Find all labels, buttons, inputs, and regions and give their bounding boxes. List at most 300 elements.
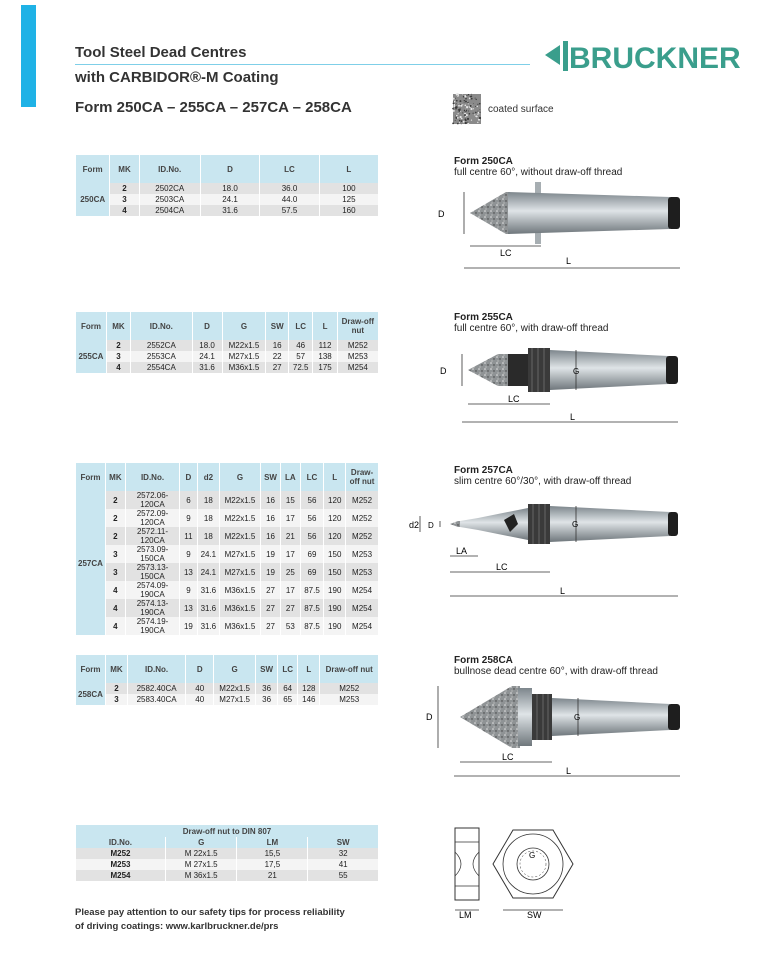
table-cell: 2 (105, 683, 127, 694)
table-cell: 40 (186, 683, 214, 694)
col-header: ID.No. (131, 312, 193, 340)
table-cell: M36x1.5 (220, 581, 261, 599)
table-cell: 27 (260, 617, 280, 635)
table-cell: M 22x1.5 (165, 848, 237, 859)
table-cell: M22x1.5 (220, 527, 261, 545)
coating-speck (479, 103, 481, 105)
coating-speck (453, 101, 454, 102)
table-cell: 16 (260, 509, 280, 527)
coating-speck (476, 116, 478, 118)
table-cell: 18 (197, 491, 219, 509)
coating-speck (460, 108, 461, 109)
coating-speck (454, 101, 456, 103)
col-header: D (186, 655, 214, 683)
coating-speck (456, 115, 458, 117)
table-cell: 3 (105, 694, 127, 705)
coating-speck (455, 107, 457, 109)
table-cell: 2583.40CA (127, 694, 185, 705)
table-row (76, 183, 379, 194)
table-row (76, 194, 379, 205)
col-header: LM (237, 837, 308, 848)
coating-speck (477, 106, 478, 107)
table-cell: 27 (281, 599, 301, 617)
coating-speck (467, 118, 469, 120)
coating-speck (479, 112, 480, 113)
coating-speck (453, 98, 455, 100)
table-cell: 2582.40CA (127, 683, 185, 694)
col-header: ID.No. (139, 155, 200, 183)
table-255ca (76, 312, 379, 373)
drawing-label-255ca: Form 255CA full centre 60°, with draw-off thread (454, 312, 609, 334)
col-header: Draw-off nut (346, 463, 379, 491)
table-row (76, 581, 379, 599)
table-cell: 22 (266, 351, 288, 362)
dim-g: G (573, 367, 580, 376)
table-row (76, 509, 379, 527)
col-header: ID.No. (76, 837, 165, 848)
table-cell: 36 (256, 683, 278, 694)
col-header: Form (76, 155, 110, 183)
coating-speck (456, 100, 458, 102)
table-row (76, 527, 379, 545)
table-cell: 24.1 (192, 351, 222, 362)
coating-speck (470, 108, 472, 110)
coating-speck (477, 122, 478, 123)
col-header: L (298, 655, 320, 683)
col-header: L (324, 463, 346, 491)
coating-speck (464, 100, 465, 101)
col-header: G (220, 463, 261, 491)
table-cell: 65 (278, 694, 298, 705)
table-cell: 4 (105, 617, 125, 635)
table-row (76, 205, 379, 216)
table-cell: 17 (281, 581, 301, 599)
table-cell: 40 (186, 694, 214, 705)
page-title: Tool Steel Dead Centres (75, 44, 247, 61)
coating-speck (460, 111, 461, 112)
table-cell: 57 (288, 351, 313, 362)
col-header: SW (256, 655, 278, 683)
table-cell: 2573.09-150CA (125, 545, 179, 563)
table-cell: 31.6 (200, 205, 259, 216)
table-cell: 3 (105, 563, 125, 581)
coating-speck (463, 121, 465, 123)
coating-speck (464, 102, 465, 103)
coating-speck (464, 114, 466, 116)
coating-speck (462, 112, 463, 113)
drawing-label-257ca: Form 257CA slim centre 60°/30°, with draw-off thread (454, 465, 632, 487)
dim-d: D (426, 712, 433, 722)
footer-line-2: of driving coatings: www.karlbruckner.de/prs (75, 921, 279, 932)
table-cell: 138 (313, 351, 337, 362)
table-cell: M252 (337, 340, 378, 351)
dim-g: G (572, 520, 579, 529)
table-row (76, 545, 379, 563)
table-cell: 18 (197, 509, 219, 527)
coating-speck (461, 124, 462, 125)
footer-line-1: Please pay attention to our safety tips for process reliability (75, 907, 345, 918)
table-cell: M252 (346, 527, 379, 545)
title-divider (75, 64, 530, 65)
col-header: G (165, 837, 237, 848)
table-cell: 175 (313, 362, 337, 373)
table-row (76, 848, 379, 859)
coating-speck (465, 101, 467, 103)
col-header: D (180, 463, 198, 491)
table-cell: 27 (260, 581, 280, 599)
table-cell: M253 (76, 859, 165, 870)
table-cell: 150 (324, 563, 346, 581)
table-row (76, 351, 379, 362)
dim-g: G (574, 713, 581, 722)
form-cell: 255CA (76, 340, 106, 373)
coating-speck (458, 110, 460, 112)
table-cell: M252 (320, 683, 379, 694)
coating-speck (478, 111, 479, 112)
coating-speck (471, 98, 473, 100)
table-cell: 19 (260, 545, 280, 563)
col-header: LA (281, 463, 301, 491)
dim-la: LA (456, 546, 468, 556)
coating-speck (454, 104, 455, 105)
table-cell: 2 (105, 491, 125, 509)
table-cell: M22x1.5 (220, 509, 261, 527)
coating-speck (456, 103, 457, 104)
table-cell: 15 (281, 491, 301, 509)
col-header: Draw-off nut (320, 655, 379, 683)
table-cell: 4 (110, 205, 139, 216)
coating-speck (463, 96, 465, 98)
table-draw-off-nut (76, 825, 379, 881)
table-cell: 2504CA (139, 205, 200, 216)
drawing-250ca (430, 180, 692, 275)
table-cell: 16 (266, 340, 288, 351)
coating-speck (468, 103, 469, 104)
coating-speck (461, 120, 463, 122)
table-cell: 13 (180, 563, 198, 581)
form-cell: 257CA (76, 491, 105, 635)
table-cell: 31.6 (197, 581, 219, 599)
table-row (76, 563, 379, 581)
coating-speck (473, 103, 474, 104)
coating-speck (473, 113, 474, 114)
dim-sw: SW (527, 910, 542, 920)
dim-d: D (440, 366, 447, 376)
col-header: LC (288, 312, 313, 340)
table-cell: 56 (300, 491, 324, 509)
coating-speck (465, 122, 467, 124)
coating-speck (452, 123, 454, 125)
table-cell: 19 (180, 617, 198, 635)
coating-speck (458, 103, 459, 104)
coating-speck (460, 116, 462, 118)
table-cell: 69 (300, 563, 324, 581)
table-cell: 32 (308, 848, 379, 859)
dim-lc: LC (508, 394, 520, 404)
table-cell: 3 (105, 545, 125, 563)
page-subtitle: with CARBIDOR®-M Coating (75, 69, 279, 86)
coating-speck (465, 98, 467, 100)
coating-speck (475, 112, 477, 114)
table-cell: M36x1.5 (222, 362, 266, 373)
table-cell: 125 (319, 194, 378, 205)
dim-lc: LC (496, 562, 508, 572)
table-cell: 36 (256, 694, 278, 705)
table-cell: 24.1 (197, 545, 219, 563)
table-cell: 21 (281, 527, 301, 545)
table-cell: 31.6 (197, 617, 219, 635)
col-header: G (222, 312, 266, 340)
coating-speck (465, 119, 467, 121)
table-row (76, 870, 379, 881)
coating-speck (471, 94, 472, 95)
coating-speck (467, 102, 468, 103)
col-header: LC (260, 155, 319, 183)
coating-speck (461, 118, 463, 120)
drawing-258ca (420, 680, 692, 780)
coating-speck (467, 123, 469, 125)
footer-note (75, 906, 345, 934)
table-row (76, 340, 379, 351)
nut-table-title: Draw-off nut to DIN 807 (76, 825, 379, 837)
table-cell: 87.5 (300, 581, 324, 599)
table-cell: 2574.19-190CA (125, 617, 179, 635)
table-cell: 46 (288, 340, 313, 351)
col-header: SW (266, 312, 288, 340)
table-cell: M27x1.5 (220, 545, 261, 563)
table-cell: 4 (106, 362, 130, 373)
coating-speck (468, 94, 469, 95)
table-cell: 55 (308, 870, 379, 881)
table-cell: M36x1.5 (220, 599, 261, 617)
col-header: D (192, 312, 222, 340)
table-cell: 2 (106, 340, 130, 351)
table-cell: 2503CA (139, 194, 200, 205)
table-cell: 27 (260, 599, 280, 617)
table-cell: M36x1.5 (220, 617, 261, 635)
coating-speck (455, 120, 456, 121)
coating-speck (468, 111, 469, 112)
coating-speck (458, 105, 460, 107)
table-cell: 24.1 (200, 194, 259, 205)
coating-speck (457, 117, 459, 119)
table-cell: 13 (180, 599, 198, 617)
table-cell: M254 (76, 870, 165, 881)
table-cell: M27x1.5 (222, 351, 266, 362)
table-cell: 11 (180, 527, 198, 545)
col-header: LC (278, 655, 298, 683)
coating-speck (465, 110, 466, 111)
table-cell: 150 (324, 545, 346, 563)
col-header: MK (105, 655, 127, 683)
coating-speck (459, 122, 460, 123)
table-cell: 2574.09-190CA (125, 581, 179, 599)
table-cell: 2573.13-150CA (125, 563, 179, 581)
coating-speck (470, 105, 472, 107)
table-cell: 112 (313, 340, 337, 351)
table-cell: 17 (281, 509, 301, 527)
table-cell: M22x1.5 (222, 340, 266, 351)
drawing-label-258ca: Form 258CA bullnose dead centre 60°, with draw-off thread (454, 655, 658, 677)
table-cell: 2552CA (131, 340, 193, 351)
table-cell: 100 (319, 183, 378, 194)
form-heading: Form 250CA – 255CA – 257CA – 258CA (75, 99, 352, 116)
col-header: Form (76, 463, 105, 491)
coating-speck (455, 98, 456, 99)
table-row (76, 617, 379, 635)
drawing-label-250ca: Form 250CA full centre 60°, without draw-off thread (454, 156, 623, 178)
table-250ca (76, 155, 379, 216)
table-cell: 25 (281, 563, 301, 581)
drawing-257ca (400, 492, 692, 602)
col-header: SW (260, 463, 280, 491)
table-cell: M254 (337, 362, 378, 373)
table-row (76, 694, 379, 705)
coating-speck (459, 120, 461, 122)
table-cell: M252 (76, 848, 165, 859)
table-cell: 31.6 (197, 599, 219, 617)
accent-bar (21, 5, 36, 107)
drawing-draw-off-nut (445, 822, 595, 922)
table-cell: 2 (105, 509, 125, 527)
table-cell: M22x1.5 (220, 491, 261, 509)
coating-speck (477, 104, 478, 105)
coating-speck (469, 113, 471, 115)
coating-speck (458, 113, 459, 114)
col-header: D (200, 155, 259, 183)
dim-lm: LM (459, 910, 472, 920)
table-cell: 128 (298, 683, 320, 694)
bruckner-logo (543, 34, 741, 76)
table-row (76, 683, 379, 694)
coating-speck (474, 114, 475, 115)
dim-lc: LC (500, 248, 512, 258)
col-header: L (319, 155, 378, 183)
col-header: MK (106, 312, 130, 340)
table-cell: M254 (346, 617, 379, 635)
coating-speck (464, 95, 466, 97)
table-cell: 56 (300, 527, 324, 545)
table-cell: 6 (180, 491, 198, 509)
table-cell: M27x1.5 (220, 563, 261, 581)
table-cell: M253 (346, 563, 379, 581)
table-cell: 190 (324, 599, 346, 617)
table-cell: 15,5 (237, 848, 308, 859)
coating-speck (479, 117, 481, 119)
dim-l: L (566, 256, 572, 266)
dim-g: G (529, 851, 536, 860)
col-header: LC (300, 463, 324, 491)
table-cell: 160 (319, 205, 378, 216)
table-cell: 64 (278, 683, 298, 694)
col-header: ID.No. (125, 463, 179, 491)
col-header: G (214, 655, 256, 683)
table-cell: 19 (260, 563, 280, 581)
coating-speck (476, 99, 477, 100)
table-cell: 57.5 (260, 205, 319, 216)
coating-speck (452, 108, 454, 110)
col-header: Form (76, 312, 106, 340)
table-cell: 69 (300, 545, 324, 563)
coating-speck (453, 102, 455, 104)
table-cell: 4 (105, 599, 125, 617)
coating-speck (453, 110, 455, 112)
table-cell: 190 (324, 617, 346, 635)
col-header: L (313, 312, 337, 340)
table-cell: M252 (346, 491, 379, 509)
coating-speck (470, 97, 471, 98)
coating-speck (475, 98, 476, 99)
col-header: ID.No. (127, 655, 185, 683)
table-row (76, 859, 379, 870)
coating-speck (471, 120, 472, 121)
table-cell: 72.5 (288, 362, 313, 373)
table-cell: 120 (324, 509, 346, 527)
table-cell: 17 (281, 545, 301, 563)
table-258ca (76, 655, 379, 705)
table-row (76, 599, 379, 617)
coating-speck (477, 114, 478, 115)
coating-speck (462, 94, 463, 95)
table-cell: M253 (346, 545, 379, 563)
table-cell: 53 (281, 617, 301, 635)
table-cell: 2572.09-120CA (125, 509, 179, 527)
logo-text: BRUCKNER (569, 42, 741, 75)
dim-d: D (428, 521, 434, 530)
table-cell: 36.0 (260, 183, 319, 194)
table-cell: 2574.13-190CA (125, 599, 179, 617)
table-cell: 9 (180, 509, 198, 527)
table-row (76, 362, 379, 373)
table-cell: 24.1 (197, 563, 219, 581)
table-cell: 21 (237, 870, 308, 881)
table-cell: 2554CA (131, 362, 193, 373)
dim-d2: d2 (409, 520, 420, 530)
table-cell: 41 (308, 859, 379, 870)
table-cell: 31.6 (192, 362, 222, 373)
table-cell: 2572.06-120CA (125, 491, 179, 509)
coating-speck (456, 93, 458, 95)
table-cell: 18.0 (200, 183, 259, 194)
coating-speck (478, 119, 480, 121)
col-header: MK (105, 463, 125, 491)
dim-lc: LC (502, 752, 514, 762)
coating-speck (466, 106, 468, 108)
col-header: MK (110, 155, 139, 183)
table-cell: 9 (180, 581, 198, 599)
table-cell: 2 (105, 527, 125, 545)
table-cell: 18.0 (192, 340, 222, 351)
coating-speck (473, 108, 474, 109)
table-257ca (76, 463, 379, 635)
coating-speck (465, 105, 467, 107)
table-cell: 44.0 (260, 194, 319, 205)
table-cell: M254 (346, 581, 379, 599)
col-header: Form (76, 655, 105, 683)
dim-l: L (566, 766, 572, 776)
table-cell: 3 (110, 194, 139, 205)
table-cell: M 27x1.5 (165, 859, 237, 870)
table-cell: 87.5 (300, 599, 324, 617)
coating-speck (460, 105, 462, 107)
drawing-255ca (430, 338, 692, 428)
coating-speck (457, 123, 459, 125)
form-cell: 258CA (76, 683, 105, 705)
dim-d: D (438, 209, 445, 219)
table-cell: 3 (106, 351, 130, 362)
table-row (76, 491, 379, 509)
table-cell: 9 (180, 545, 198, 563)
